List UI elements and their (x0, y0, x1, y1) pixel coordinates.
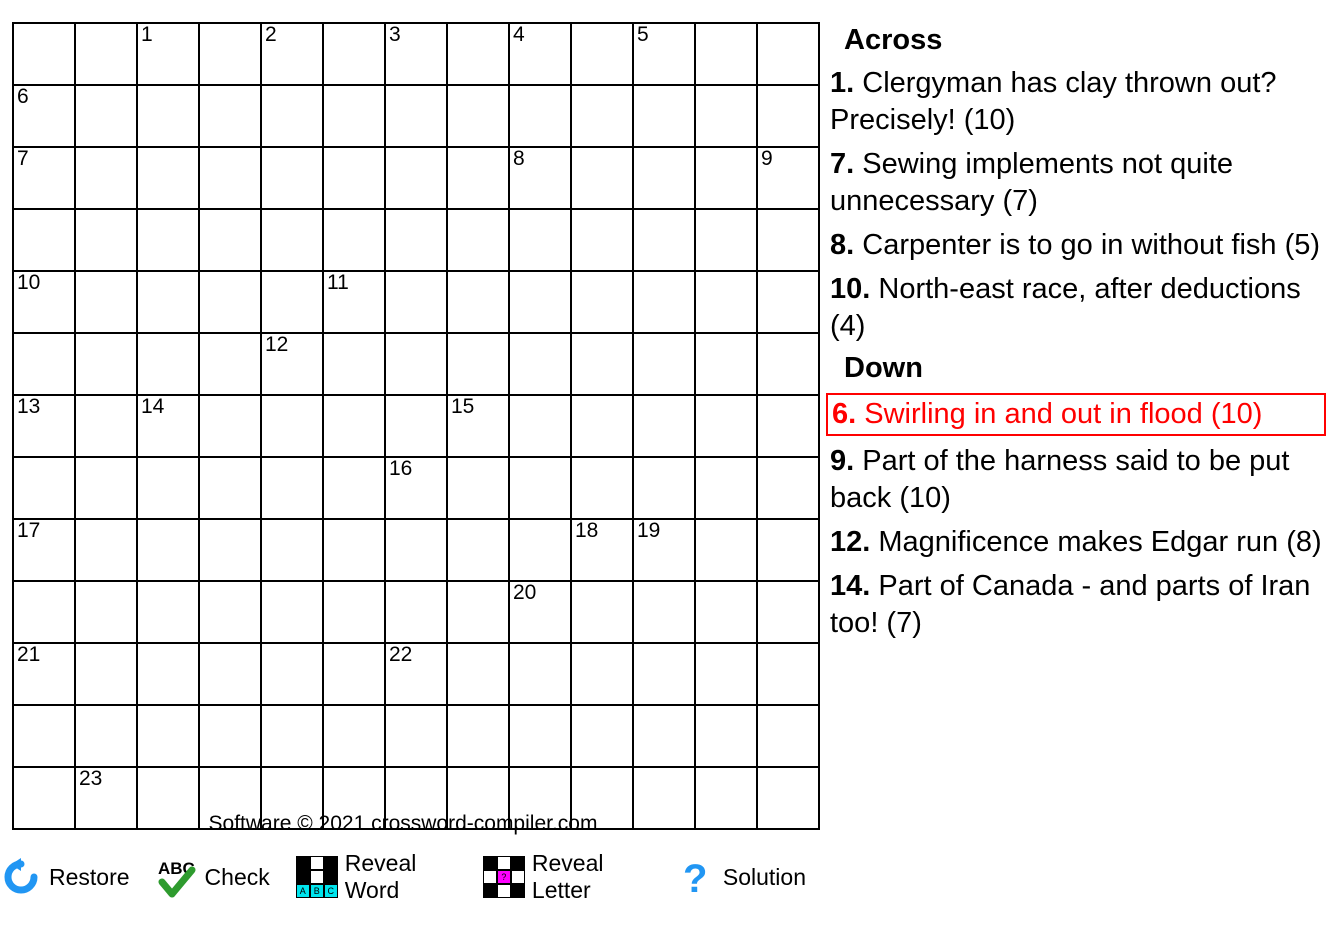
cell-number: 15 (451, 395, 475, 418)
grid-cell[interactable] (509, 23, 571, 85)
cell-number: 16 (389, 457, 413, 480)
reveal-letter-icon: ? (483, 856, 525, 898)
grid-cell[interactable] (447, 271, 509, 333)
grid-cell[interactable] (137, 85, 199, 147)
grid-cell[interactable] (509, 85, 571, 147)
cell-number: 11 (327, 271, 349, 294)
cell-number: 4 (513, 23, 525, 46)
grid-cell-block (695, 581, 757, 643)
grid-cell[interactable] (323, 395, 385, 457)
grid-cell[interactable] (757, 457, 819, 519)
grid-cell-block (75, 457, 137, 519)
clue-number: 10. (830, 273, 871, 305)
grid-cell[interactable] (13, 519, 75, 581)
grid-cell[interactable] (509, 333, 571, 395)
clue-down-14[interactable] (826, 568, 1326, 642)
grid-cell[interactable] (137, 271, 199, 333)
grid-cell-block (695, 457, 757, 519)
cell-number: 18 (575, 519, 599, 542)
grid-row (13, 23, 819, 85)
reveal-letter-button[interactable] (483, 850, 648, 904)
grid-cell[interactable] (447, 643, 509, 705)
grid-cell[interactable] (199, 271, 261, 333)
grid-cell[interactable] (13, 85, 75, 147)
grid-row (13, 705, 819, 767)
grid-cell[interactable] (571, 271, 633, 333)
grid-cell[interactable] (323, 519, 385, 581)
grid-cell-block (447, 85, 509, 147)
grid-cell[interactable] (137, 581, 199, 643)
cell-number: 5 (637, 23, 649, 46)
grid-cell[interactable] (13, 333, 75, 395)
grid-cell[interactable] (261, 705, 323, 767)
grid-cell-block (447, 705, 509, 767)
software-credit: Software © 2021 crossword-compiler.com (208, 812, 598, 835)
grid-cell[interactable] (633, 395, 695, 457)
grid-cell[interactable] (633, 23, 695, 85)
clue-down-9[interactable] (826, 443, 1326, 517)
cell-number: 19 (637, 519, 661, 542)
grid-cell-block (447, 147, 509, 209)
grid-row (13, 581, 819, 643)
grid-cell[interactable] (13, 457, 75, 519)
grid-cell[interactable] (261, 643, 323, 705)
grid-cell-block (447, 209, 509, 271)
grid-cell[interactable] (137, 643, 199, 705)
grid-cell[interactable] (385, 705, 447, 767)
cell-number: 12 (265, 333, 289, 356)
grid-cell[interactable] (137, 147, 199, 209)
cell-number: 6 (17, 85, 29, 108)
grid-cell[interactable] (137, 705, 199, 767)
grid-cell[interactable] (757, 705, 819, 767)
grid-cell[interactable] (695, 23, 757, 85)
grid-cell-block (447, 457, 509, 519)
down-heading: Down (844, 352, 923, 384)
grid-cell-block (323, 85, 385, 147)
grid-cell[interactable] (633, 519, 695, 581)
grid-cell[interactable] (509, 147, 571, 209)
restore-icon (0, 856, 42, 898)
grid-cell-block (757, 85, 819, 147)
grid-cell[interactable] (695, 395, 757, 457)
grid-cell[interactable] (695, 147, 757, 209)
grid-cell-block (75, 333, 137, 395)
grid-cell[interactable] (633, 705, 695, 767)
grid-cell-block (695, 209, 757, 271)
grid-cell[interactable] (385, 209, 447, 271)
grid-cell-block (571, 209, 633, 271)
grid-cell[interactable] (199, 147, 261, 209)
grid-cell[interactable] (75, 147, 137, 209)
grid-cell[interactable] (385, 23, 447, 85)
grid-cell-block (323, 209, 385, 271)
grid-cell[interactable] (13, 147, 75, 209)
grid-cell[interactable] (13, 271, 75, 333)
grid-cell-block (75, 705, 137, 767)
clue-text: Part of Canada - and parts of Iran too! (7) (830, 570, 1311, 639)
grid-cell-block (633, 457, 695, 519)
cell-number: 1 (141, 23, 153, 46)
grid-cell[interactable] (137, 395, 199, 457)
cell-number: 23 (79, 767, 103, 790)
clue-across-1[interactable] (826, 65, 1326, 139)
grid-cell[interactable] (757, 333, 819, 395)
grid-cell[interactable] (137, 457, 199, 519)
grid-cell[interactable] (633, 333, 695, 395)
grid-cell-block (323, 333, 385, 395)
reveal-letter-label: Reveal Letter (531, 850, 604, 903)
grid-cell-block (13, 23, 75, 85)
grid-row (13, 271, 819, 333)
grid-cell-block (199, 705, 261, 767)
clue-number: 12. (830, 526, 871, 558)
svg-text:ABC: ABC (157, 859, 195, 878)
grid-cell-block (571, 581, 633, 643)
grid-cell-block (509, 519, 571, 581)
grid-cell[interactable] (261, 147, 323, 209)
clue-text: Swirling in and out in flood (10) (864, 398, 1263, 430)
grid-cell[interactable] (509, 395, 571, 457)
grid-cell[interactable] (695, 519, 757, 581)
grid-cell[interactable] (385, 519, 447, 581)
grid-cell[interactable] (323, 23, 385, 85)
cell-number: 17 (17, 519, 41, 542)
reveal-word-icon: A B C (296, 856, 338, 898)
grid-cell[interactable] (261, 333, 323, 395)
grid-cell[interactable] (571, 643, 633, 705)
grid-cell[interactable] (261, 581, 323, 643)
grid-cell[interactable] (757, 643, 819, 705)
grid-cell[interactable] (695, 271, 757, 333)
grid-cell[interactable] (199, 643, 261, 705)
grid-cell[interactable] (509, 705, 571, 767)
grid-cell-block (571, 85, 633, 147)
grid-row (13, 519, 819, 581)
check-button[interactable] (156, 856, 270, 898)
grid-cell[interactable] (571, 147, 633, 209)
grid-cell[interactable] (571, 23, 633, 85)
grid-row (13, 457, 819, 519)
toolbar (0, 850, 806, 904)
grid-cell[interactable] (757, 209, 819, 271)
grid-cell[interactable] (323, 147, 385, 209)
restore-button[interactable] (0, 856, 130, 898)
cell-number: 14 (141, 395, 165, 418)
grid-cell[interactable] (13, 581, 75, 643)
grid-row (13, 395, 819, 457)
grid-cell[interactable] (757, 395, 819, 457)
grid-cell[interactable] (137, 519, 199, 581)
grid-cell-block (695, 333, 757, 395)
grid-cell[interactable] (75, 643, 137, 705)
grid-cell[interactable] (199, 395, 261, 457)
grid-cell[interactable] (447, 395, 509, 457)
clue-across-10[interactable] (826, 271, 1326, 345)
grid-cell-block (75, 581, 137, 643)
grid-table[interactable] (12, 22, 820, 830)
grid-cell-block (323, 643, 385, 705)
grid-cell-block (199, 457, 261, 519)
restore-label: Restore (49, 863, 130, 890)
grid-cell[interactable] (509, 209, 571, 271)
grid-cell[interactable] (633, 85, 695, 147)
grid-cell[interactable] (385, 147, 447, 209)
grid-cell-block (757, 23, 819, 85)
across-clue-list (826, 65, 1326, 345)
grid-cell[interactable] (75, 395, 137, 457)
grid-cell[interactable] (385, 85, 447, 147)
grid-cell[interactable] (75, 271, 137, 333)
grid-cell[interactable] (447, 23, 509, 85)
reveal-word-button[interactable] (296, 850, 457, 904)
clue-number: 9. (830, 445, 855, 477)
solution-button[interactable] (674, 856, 806, 898)
clue-text: Carpenter is to go in without fish (5) (862, 229, 1321, 261)
grid-cell[interactable] (137, 23, 199, 85)
grid-cell-block (261, 271, 323, 333)
grid-cell[interactable] (199, 23, 261, 85)
svg-text:?: ? (682, 857, 708, 898)
grid-cell-block (695, 85, 757, 147)
grid-cell[interactable] (323, 271, 385, 333)
grid-cell-block (385, 395, 447, 457)
grid-row (13, 643, 819, 705)
grid-cell-block (695, 705, 757, 767)
grid-cell[interactable] (385, 333, 447, 395)
grid-cell[interactable] (509, 271, 571, 333)
cell-number: 21 (17, 643, 41, 666)
clue-number: 8. (830, 229, 855, 261)
clue-down-12[interactable] (826, 524, 1326, 561)
cell-number: 9 (761, 147, 773, 170)
grid-cell[interactable] (261, 457, 323, 519)
grid-cell[interactable] (75, 519, 137, 581)
grid-cell-block (571, 333, 633, 395)
clue-text: Part of the harness said to be put back (10) (830, 445, 1290, 514)
grid-cell[interactable] (199, 519, 261, 581)
grid-cell[interactable] (261, 23, 323, 85)
grid-cell[interactable] (695, 643, 757, 705)
check-label: Check (204, 863, 270, 890)
clue-across-7[interactable] (826, 146, 1326, 220)
cell-number: 10 (17, 271, 41, 294)
crossword-grid[interactable] (12, 22, 804, 814)
grid-cell-block (75, 85, 137, 147)
grid-row (13, 333, 819, 395)
grid-cell-block (571, 705, 633, 767)
clue-down-6[interactable] (826, 393, 1326, 436)
grid-cell[interactable] (633, 147, 695, 209)
clue-panel (826, 18, 1326, 649)
clue-number: 7. (830, 148, 855, 180)
solution-label: Solution (722, 863, 806, 890)
grid-cell[interactable] (633, 271, 695, 333)
grid-cell[interactable] (385, 643, 447, 705)
grid-cell-block (447, 581, 509, 643)
grid-cell[interactable] (261, 395, 323, 457)
grid-cell[interactable] (385, 457, 447, 519)
grid-cell[interactable] (13, 209, 75, 271)
clue-text: North-east race, after deductions (4) (830, 273, 1301, 342)
cell-number: 13 (17, 395, 41, 418)
cell-number: 7 (17, 147, 29, 170)
grid-cell-block (199, 333, 261, 395)
grid-cell[interactable] (137, 209, 199, 271)
grid-cell-block (137, 333, 199, 395)
grid-row (13, 85, 819, 147)
grid-cell[interactable] (633, 581, 695, 643)
grid-cell[interactable] (261, 519, 323, 581)
clue-number: 1. (830, 67, 855, 99)
down-clue-list (826, 393, 1326, 642)
grid-cell-block (13, 705, 75, 767)
grid-cell-block (571, 457, 633, 519)
grid-cell[interactable] (633, 209, 695, 271)
grid-cell-block (323, 457, 385, 519)
clue-text: Sewing implements not quite unnecessary (7) (830, 148, 1234, 217)
grid-cell[interactable] (385, 581, 447, 643)
grid-cell-block (75, 23, 137, 85)
reveal-word-label: Reveal Word (344, 850, 417, 903)
grid-cell[interactable] (13, 643, 75, 705)
grid-cell-block (323, 705, 385, 767)
clue-number: 6. (832, 398, 857, 430)
cell-number: 20 (513, 581, 537, 604)
grid-cell[interactable] (571, 519, 633, 581)
clue-text: Clergyman has clay thrown out? Precisely! (10) (830, 67, 1277, 136)
grid-cell-block (199, 85, 261, 147)
cell-number: 22 (389, 643, 413, 666)
grid-cell[interactable] (757, 147, 819, 209)
cell-number: 3 (389, 23, 401, 46)
grid-cell-block (323, 581, 385, 643)
grid-cell-block (199, 581, 261, 643)
check-icon (156, 856, 198, 898)
grid-cell-block (75, 209, 137, 271)
grid-cell[interactable] (509, 581, 571, 643)
grid-cell[interactable] (261, 209, 323, 271)
grid-cell[interactable] (13, 395, 75, 457)
solution-icon (674, 856, 716, 898)
grid-cell[interactable] (509, 643, 571, 705)
grid-cell[interactable] (757, 271, 819, 333)
grid-cell[interactable] (447, 519, 509, 581)
cell-number: 8 (513, 147, 525, 170)
grid-cell[interactable] (633, 643, 695, 705)
grid-cell[interactable] (571, 395, 633, 457)
clue-number: 14. (830, 570, 871, 602)
grid-row (13, 209, 819, 271)
grid-cell-block (199, 209, 261, 271)
clue-across-8[interactable] (826, 227, 1326, 264)
grid-row (13, 147, 819, 209)
grid-cell[interactable] (261, 85, 323, 147)
grid-cell-block (447, 333, 509, 395)
grid-cell[interactable] (757, 581, 819, 643)
grid-cell[interactable] (757, 519, 819, 581)
grid-cell[interactable] (509, 457, 571, 519)
clue-text: Magnificence makes Edgar run (8) (878, 526, 1322, 558)
grid-cell[interactable] (385, 271, 447, 333)
cell-number: 2 (265, 23, 277, 46)
across-heading: Across (844, 24, 943, 56)
